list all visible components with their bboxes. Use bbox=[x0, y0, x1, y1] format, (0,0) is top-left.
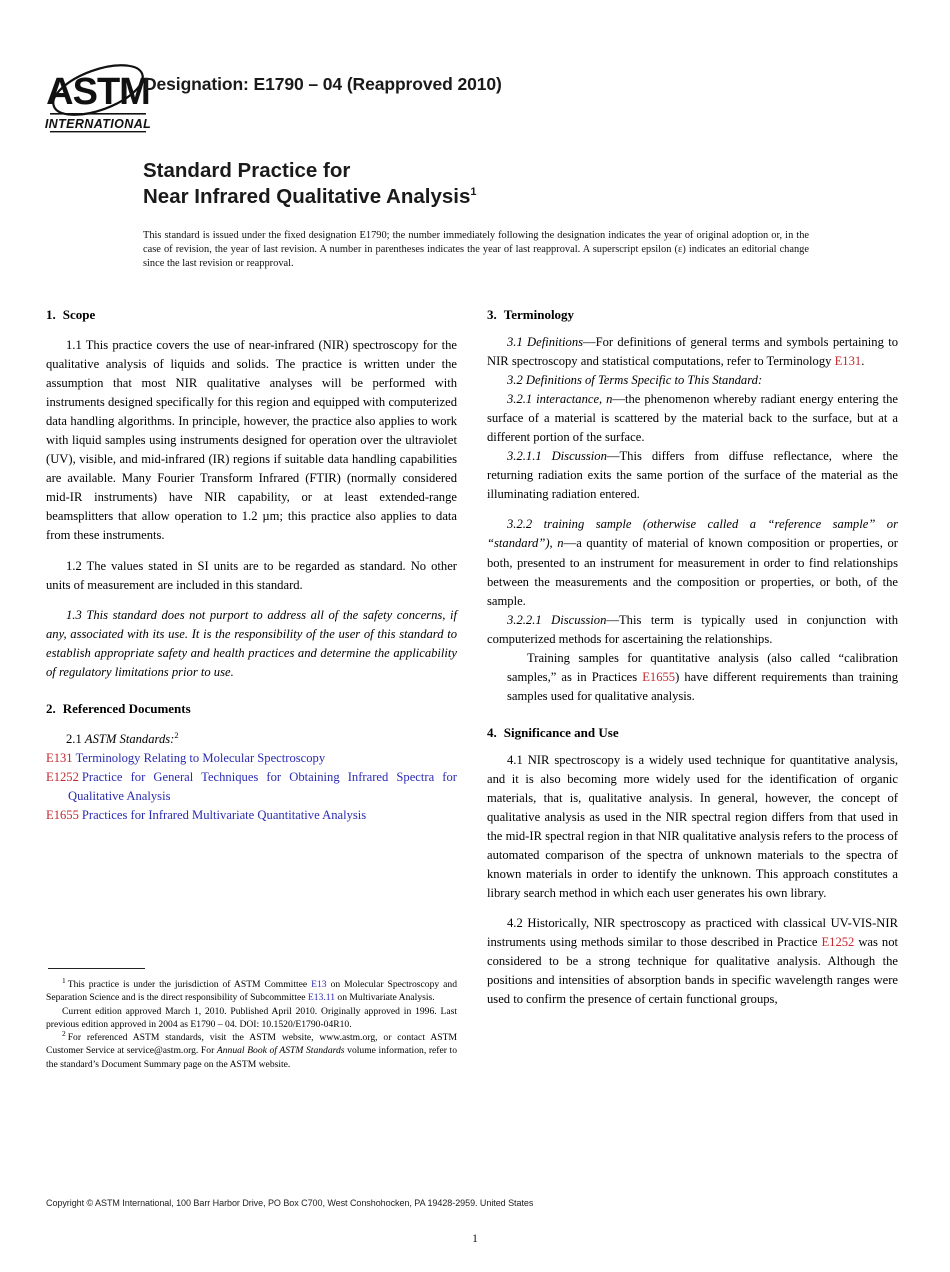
paragraph-3-2-1-label: 3.2.1 interactance, n bbox=[507, 392, 613, 407]
subcommittee-link-e1311[interactable]: E13.11 bbox=[307, 992, 335, 1004]
paragraph-4-1: 4.1 NIR spectroscopy is a widely used technique for quantitative analysis, and it is also becoming more widely used for the identification of organic materials, that is, qualitative analysis. In general, however, the concept of qualitative analysis as used in the NIR spectral region differs from that used in the mid-IR spectral region in that NIR qualitative analysis refers to the process of automated comparison of the spectra of unknown materials to the spectra of known materials in order to identify the unknown. This approach constitutes a library search method in which each user generates his own library. bbox=[487, 752, 898, 901]
section-number: 1. bbox=[46, 307, 56, 322]
paragraph-3-2-2-text: —a quantity of material of known composition or properties, or both, presented to an instrument for measurement in order to find relationships between the measurements and the composition or properties, or both, of the sample. bbox=[487, 536, 898, 608]
reference-code[interactable]: E1655 bbox=[46, 807, 79, 822]
paragraph-3-2-1-1 bbox=[487, 447, 898, 504]
paragraph-3-2-2-1-label: 3.2.2.1 Discussion bbox=[507, 612, 607, 627]
section-heading-significance-and-use bbox=[487, 723, 898, 742]
paragraph-1-1: 1.1 This practice covers the use of near-infrared (NIR) spectroscopy for the qualitative analysis of liquids and solids. The practice is written under the assumption that most NIR qualitative analyses will be performed with instruments designed specifically for this region and equipped with computerized data handling algorithms. In principle, however, the practice also applies to work with liquid samples using instruments designed for operation over the ultraviolet (UV), visible, and mid-infrared (IR) regions if suitable data handling capabilities are available. Many Fourier Transform Infrared (FTIR) (normally considered mid-IR instruments) have NIR capability, or at least extended-range beamsplitters that allow operation to 1.2 µm; this practice also applies to data from these instruments. bbox=[46, 338, 457, 543]
footnote-1-text-b: on Molecular Spectroscopy and Separation Science and is the direct responsibility of Subcommittee bbox=[46, 979, 457, 1004]
section-number: 2. bbox=[46, 700, 56, 716]
section-label: Significance and Use bbox=[503, 724, 619, 740]
footnote-1-text-c: on Multivariate Analysis. bbox=[335, 992, 435, 1004]
footnote-marker: 2 bbox=[62, 1029, 66, 1038]
subsection-label: ASTM Standards: bbox=[84, 731, 175, 746]
paragraph-3-2-1-1-text: —This differs from diffuse reflectance, where the returning radiation exits the same portion of the surface of the material as the illuminating radiation entered. bbox=[487, 449, 898, 502]
section-label: Terminology bbox=[503, 307, 575, 322]
list-item[interactable] bbox=[46, 768, 457, 806]
paragraph-3-2-2-1-continued bbox=[487, 649, 898, 706]
referenced-standards-list bbox=[46, 749, 457, 825]
footnote-separator-rule bbox=[48, 968, 145, 969]
reference-title[interactable]: Terminology Relating to Molecular Spectroscopy bbox=[75, 750, 326, 765]
section-heading-scope bbox=[46, 305, 457, 324]
paragraph-3-2-2-label: 3.2.2 training sample (otherwise called a “reference sample” or “standard”), n bbox=[487, 517, 898, 551]
reference-link-e1252[interactable]: E1252 bbox=[821, 935, 855, 950]
training-samples-text: Training samples for quantitative analysis (also called “calibration samples,” as in Practices bbox=[507, 650, 898, 684]
reference-link-e1655[interactable]: E1655 bbox=[642, 669, 676, 684]
list-item[interactable] bbox=[46, 749, 457, 768]
page-number: 1 bbox=[472, 1233, 478, 1245]
paragraph-3-2-1 bbox=[487, 390, 898, 447]
paragraph-3-1-tail: . bbox=[861, 354, 865, 369]
section-number: 4. bbox=[487, 724, 497, 740]
reference-code[interactable]: E1252 bbox=[46, 769, 79, 784]
paragraph-4-2 bbox=[487, 914, 898, 1009]
subheading-astm-standards bbox=[46, 730, 457, 749]
paragraph-3-2-2 bbox=[487, 515, 898, 610]
footnote-current-edition: Current edition approved March 1, 2010. Published April 2010. Originally approved in 1996. Last previous edition approved in 2004 as E1790 – 04. DOI: 10.1520/E1790-04R10. bbox=[46, 1005, 457, 1030]
svg-text:INTERNATIONAL: INTERNATIONAL bbox=[44, 117, 152, 131]
committee-link-e13[interactable]: E13 bbox=[311, 979, 327, 990]
issue-note: This standard is issued under the fixed designation E1790; the number immediately following the designation indicates the year of original adoption or, in the case of revision, the year of last revision. A number in parentheses indicates the year of last reapproval. A superscript epsilon (ε) indicates an editorial change since the last revision or reapproval. bbox=[143, 230, 809, 270]
section-label: Scope bbox=[62, 307, 96, 322]
footnote-2-text-b: volume information, refer to the standard’s Document Summary page on the ASTM website. bbox=[46, 1045, 457, 1070]
paragraph-3-2-2-1-text: —This term is typically used in conjunction with computerized methods for ascertaining the relationships. bbox=[487, 612, 898, 646]
paragraph-3-1-label: 3.1 Definitions bbox=[507, 335, 584, 349]
reference-code[interactable]: E131 bbox=[46, 750, 73, 765]
footnotes-block bbox=[46, 968, 457, 1071]
title-block bbox=[143, 158, 843, 210]
section-label: Referenced Documents bbox=[62, 700, 191, 716]
reference-title[interactable]: Practice for General Techniques for Obtaining Infrared Spectra for Qualitative Analysis bbox=[68, 769, 457, 803]
list-item[interactable] bbox=[46, 806, 457, 825]
paragraph-4-2-text: 4.2 Historically, NIR spectroscopy as practiced with classical UV-VIS-NIR instruments using methods similar to those described in Practice bbox=[487, 916, 898, 950]
footnote-2 bbox=[46, 1031, 457, 1071]
paragraph-3-2-2-1 bbox=[487, 611, 898, 649]
footnote-2-italic: Annual Book of ASTM Standards bbox=[216, 1045, 345, 1057]
designation-line: Designation: E1790 – 04 (Reapproved 2010) bbox=[144, 74, 502, 94]
reference-link-e131[interactable]: E131 bbox=[834, 354, 862, 369]
reference-title[interactable]: Practices for Infrared Multivariate Quantitative Analysis bbox=[81, 807, 367, 822]
title-line-2: Near Infrared Qualitative Analysis bbox=[143, 185, 471, 208]
astm-logo bbox=[44, 58, 152, 136]
paragraph-3-2: 3.2 Definitions of Terms Specific to This Standard: bbox=[507, 373, 763, 388]
paragraph-1-3: 1.3 This standard does not purport to address all of the safety concerns, if any, associated with its use. It is the responsibility of the user of this standard to establish appropriate safety and health practices and determine the applicability of regulatory limitations prior to use. bbox=[46, 607, 457, 679]
title-footnote-marker: 1 bbox=[470, 186, 477, 199]
paragraph-3-1 bbox=[487, 333, 898, 371]
footnote-1-text-a: This practice is under the jurisdiction of ASTM Committee bbox=[67, 979, 312, 990]
page-title bbox=[143, 158, 843, 210]
masthead bbox=[44, 58, 904, 138]
section-number: 3. bbox=[487, 307, 497, 322]
section-heading-terminology bbox=[487, 305, 898, 324]
training-samples-tail: ) have different requirements than training samples used for qualitative analysis. bbox=[507, 669, 898, 703]
paragraph-3-2-1-text: —the phenomenon whereby radiant energy entering the surface of a material is scattered by the material back to the surface, but at a different portion of the surface. bbox=[487, 392, 898, 445]
column-right bbox=[487, 305, 898, 1010]
paragraph-4-2-tail: was not considered to be a strong technique for qualitative analysis. Although the positions and intensities of absorption bands in specific wavelength ranges were used to confirm the presence of certain functional groups, bbox=[487, 935, 898, 1007]
svg-text:ASTM: ASTM bbox=[46, 71, 150, 113]
subsection-footnote-marker: 2 bbox=[174, 730, 179, 740]
footnote-marker: 1 bbox=[62, 975, 66, 985]
paragraph-1-2: 1.2 The values stated in SI units are to be regarded as standard. No other units of measurement are included in this standard. bbox=[46, 558, 457, 592]
copyright-notice: Copyright © ASTM International, 100 Barr Harbor Drive, PO Box C700, West Conshohocken, PA 19428-2959. United States bbox=[46, 1198, 534, 1208]
subsection-number: 2.1 bbox=[66, 731, 82, 746]
paragraph-3-2-1-1-label: 3.2.1.1 Discussion bbox=[507, 449, 607, 464]
column-left bbox=[46, 305, 457, 825]
footnote-2-text-a: For referenced ASTM standards, visit the ASTM website, www.astm.org, or contact ASTM Customer Service at service@astm.org. For bbox=[46, 1032, 457, 1057]
section-heading-referenced-documents bbox=[46, 699, 457, 718]
title-line-1: Standard Practice for bbox=[143, 159, 351, 182]
footnote-1 bbox=[46, 975, 457, 1005]
paragraph-3-1-text: —For definitions of general terms and symbols pertaining to NIR spectroscopy and statistical computations, refer to Terminology bbox=[487, 335, 898, 369]
